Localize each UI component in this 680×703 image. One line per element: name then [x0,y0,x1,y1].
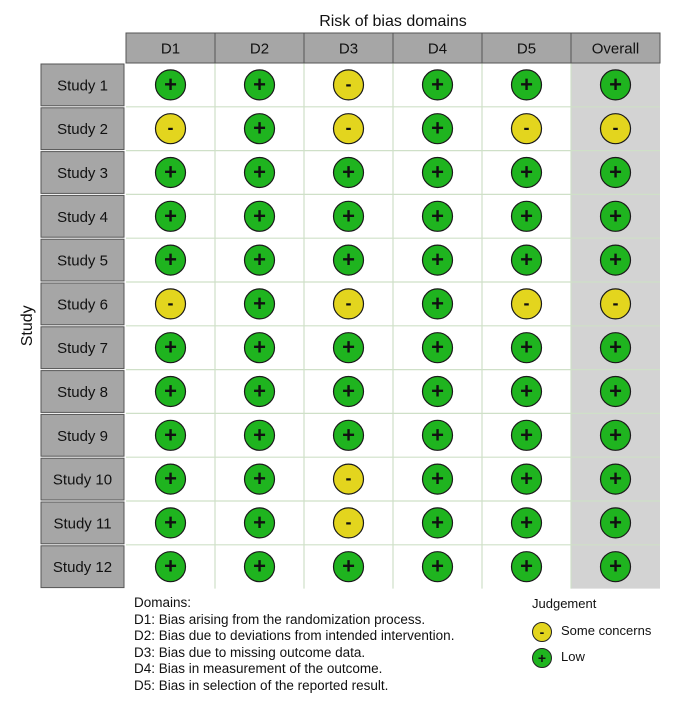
judgement-low-symbol: + [520,553,533,579]
judgement-some-symbol: - [345,73,352,94]
judgement-low-symbol: + [253,247,266,273]
judgement-low-symbol: + [253,334,266,360]
judgement-low-symbol: + [520,422,533,448]
judgement-some-symbol: - [167,117,174,138]
judgement-low-symbol: + [253,509,266,535]
judgement-low-symbol: + [520,378,533,404]
judgement-legend-label: Some concerns [561,623,652,639]
judgement-legend-label: Low [561,649,585,665]
judgement-legend-title: Judgement [532,596,597,611]
domain-header-label: D4 [427,40,448,58]
domain-header-label: D3 [338,40,359,58]
judgement-some-symbol: - [612,292,619,313]
study-label: Study 12 [52,559,113,577]
study-label: Study 8 [57,384,108,401]
judgement-low-symbol: + [431,115,444,141]
low-dot-icon: + [532,648,552,668]
judgement-low-symbol: + [520,71,533,97]
domain-header-label: Overall [591,40,640,58]
judgement-low-symbol: + [164,203,177,229]
study-label: Study 9 [57,427,108,445]
judgement-low-symbol: + [253,71,266,97]
study-label: Study 6 [57,296,108,314]
judgement-low-symbol: + [520,159,533,185]
study-label: Study 3 [57,165,108,182]
judgement-low-symbol: + [164,466,177,492]
judgement-low-symbol: + [609,422,622,448]
domains-legend-item: D2: Bias due to deviations from intended intervention. [134,628,455,643]
judgement-legend [532,596,680,671]
judgement-low-symbol: + [253,466,266,492]
judgement-low-symbol: + [253,378,266,404]
judgement-low-symbol: + [342,553,355,579]
domains-legend-item: D4: Bias in measurement of the outcome. [134,661,383,676]
domains-legend [134,595,454,694]
study-label: Study 5 [57,252,108,270]
judgement-low-symbol: + [164,378,177,404]
judgement-low-symbol: + [609,159,622,185]
judgement-low-symbol: + [609,466,622,492]
judgement-low-symbol: + [253,203,266,229]
judgement-low-symbol: + [164,422,177,448]
domains-legend-item: D5: Bias in selection of the reported result. [134,677,389,693]
judgement-low-symbol: + [253,159,266,185]
y-axis-label: Study [19,305,36,347]
judgement-low-symbol: + [164,334,177,360]
judgement-some-symbol: - [612,117,619,138]
judgement-low-symbol: + [342,378,355,404]
judgement-low-symbol: + [609,553,622,579]
judgement-low-symbol: + [520,247,533,273]
judgement-low-symbol: + [342,203,355,229]
judgement-low-symbol: + [520,334,533,360]
judgement-some-symbol: - [167,292,174,313]
judgement-low-symbol: + [253,422,266,448]
judgement-low-symbol: + [342,247,355,273]
judgement-low-symbol: + [164,247,177,273]
study-label: Study 10 [52,471,113,489]
judgement-low-symbol: + [164,159,177,185]
judgement-low-symbol: + [431,466,444,492]
judgement-low-symbol: + [431,290,444,316]
domain-header-label: D5 [516,40,537,58]
study-label: Study 11 [53,515,112,533]
judgement-low-symbol: + [164,553,177,579]
judgement-low-symbol: + [520,466,533,492]
judgement-low-symbol: + [431,422,444,448]
judgement-low-symbol: + [609,71,622,97]
judgement-low-symbol: + [164,71,177,97]
judgement-low-symbol: + [609,203,622,229]
judgement-low-symbol: + [431,334,444,360]
judgement-low-symbol: + [431,159,444,185]
judgement-low-symbol: + [431,203,444,229]
judgement-low-symbol: + [253,290,266,316]
judgement-low-symbol: + [520,203,533,229]
judgement-low-symbol: + [609,247,622,273]
study-label: Study 7 [57,340,108,358]
judgement-low-symbol: + [431,553,444,579]
judgement-low-symbol: + [520,509,533,535]
judgement-low-symbol: + [609,509,622,535]
judgement-low-symbol: + [431,509,444,535]
judgement-some-symbol: - [523,117,530,138]
chart-title: Risk of bias domains [319,13,467,30]
judgement-low-symbol: + [431,247,444,273]
judgement-some-symbol: - [345,117,352,138]
domains-legend-title: Domains: [134,595,192,610]
judgement-legend-item-low [532,645,680,671]
judgement-low-symbol: + [431,71,444,97]
judgement-low-symbol: + [253,115,266,141]
judgement-some-symbol: - [523,292,530,313]
domain-header-label: D1 [160,40,181,58]
judgement-low-symbol: + [342,334,355,360]
judgement-some-symbol: - [345,511,352,532]
judgement-low-symbol: + [342,159,355,185]
judgement-low-symbol: + [609,334,622,360]
some-concerns-dot-icon: - [532,622,552,642]
judgement-low-symbol: + [342,422,355,448]
judgement-some-symbol: - [345,292,352,313]
judgement-low-symbol: + [609,378,622,404]
domains-legend-item: D1: Bias arising from the randomization process. [134,611,426,627]
study-label: Study 1 [57,77,108,95]
judgement-legend-item-some-concerns [532,619,680,645]
domain-header-label: D2 [249,40,270,58]
judgement-low-symbol: + [164,509,177,535]
judgement-low-symbol: + [431,378,444,404]
study-label: Study 2 [57,121,108,139]
domains-legend-item: D3: Bias due to missing outcome data. [134,644,366,660]
judgement-low-symbol: + [253,553,266,579]
judgement-some-symbol: - [345,468,352,489]
study-label: Study 4 [57,208,108,226]
